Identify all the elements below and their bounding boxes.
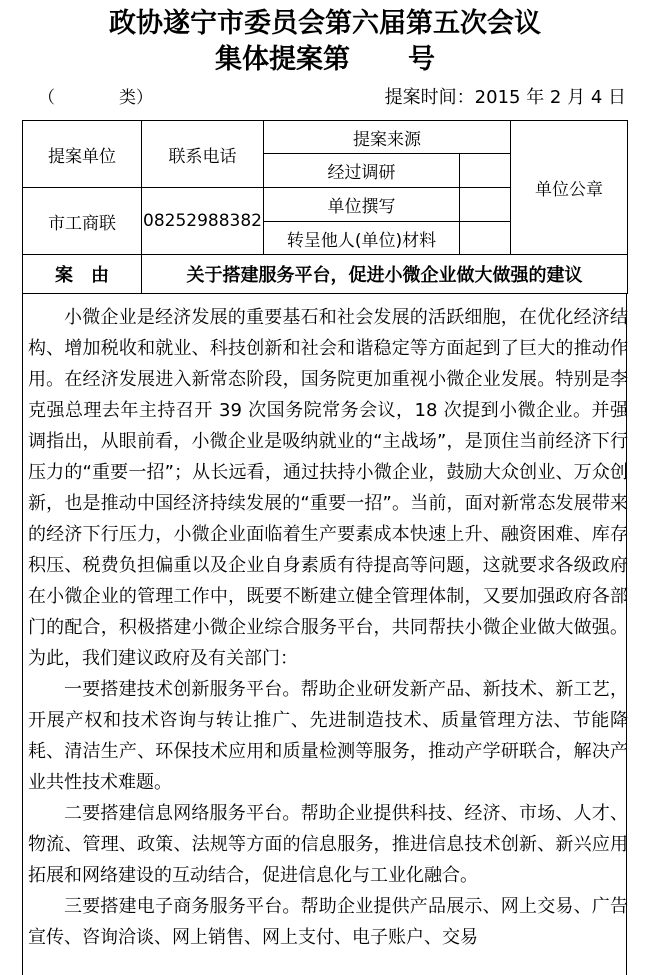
category-open: （ — [38, 88, 55, 108]
proposal-body — [28, 302, 628, 953]
body-paragraph-1: 小微企业是经济发展的重要基石和社会发展的活跃细胞，在优化经济结构、增加税收和就业、科技创新和社会和谐稳定等方面起到了巨大的推动作用。在经济发展进入新常态阶段，国务院更加重视小微企业发展。特别是李克强总理去年主持召开 39 次国务院常务会议，18 次提到小微企业。并强调指出，从眼前看，小微企业是吸纳就业的“主战场”，是顶住当前经济下行压力的“重要一招”；从长远看，通过扶持小微企业，鼓励大众创业、万众创新，也是推动中国经济持续发展的“重要一招”。当前，面对新常态发展带来的经济下行压力，小微企业面临着生产要素成本快速上升、融资困难、库存积压、税费负担偏重以及企业自身素质有待提高等问题，这就要求各级政府在小微企业的管理工作中，既要不断建立健全管理体制，又要加强政府各部门的配合，积极搭建小微企业综合服务平台，共同帮扶小微企业做大做强。为此，我们建议政府及有关部门： — [28, 307, 628, 669]
unit-value: 市工商联 — [23, 188, 142, 255]
title-proposal-prefix: 集体提案第 — [215, 44, 350, 75]
body-left-border — [22, 293, 23, 975]
proposal-category — [38, 86, 153, 110]
source-other: 转呈他人(单位)材料 — [264, 222, 460, 255]
document-title-line2 — [0, 44, 650, 76]
title-proposal-suffix: 号 — [408, 44, 435, 75]
category-close: 类） — [119, 88, 153, 108]
proposal-info-table — [22, 120, 628, 294]
reason-label: 案 由 — [23, 255, 142, 294]
phone-header: 联系电话 — [142, 121, 264, 188]
unit-header: 提案单位 — [23, 121, 142, 188]
source-survey: 经过调研 — [264, 154, 460, 188]
document-title-line1: 政协遂宁市委员会第六届第五次会议 — [109, 8, 541, 39]
phone-value: 08252988382 — [142, 188, 264, 255]
proposal-time: 提案时间：2015 年 2 月 4 日 — [384, 87, 626, 108]
body-paragraph-2: 一要搭建技术创新服务平台。帮助企业研发新产品、新技术、新工艺，开展产权和技术咨询与转让推广、先进制造技术、质量管理方法、节能降耗、清洁生产、环保技术应用和质量检测等服务，推动产学研联合，解决产业共性技术难题。 — [28, 679, 628, 793]
body-paragraph-3: 二要搭建信息网络服务平台。帮助企业提供科技、经济、市场、人才、物流、管理、政策、法规等方面的信息服务，推进信息技术创新、新兴应用拓展和网络建设的互动结合，促进信息化与工业化融合。 — [28, 803, 628, 886]
source-unit: 单位撰写 — [264, 188, 460, 222]
reason-value: 关于搭建服务平台，促进小微企业做大做强的建议 — [142, 255, 628, 294]
source-other-check — [460, 222, 511, 255]
source-unit-check — [460, 188, 511, 222]
body-paragraph-4: 三要搭建电子商务服务平台。帮助企业提供产品展示、网上交易、广告宣传、咨询洽谈、网上销售、网上支付、电子账户、交易 — [28, 896, 628, 948]
source-survey-check — [460, 154, 511, 188]
seal-header: 单位公章 — [511, 121, 628, 255]
source-header: 提案来源 — [264, 121, 511, 154]
